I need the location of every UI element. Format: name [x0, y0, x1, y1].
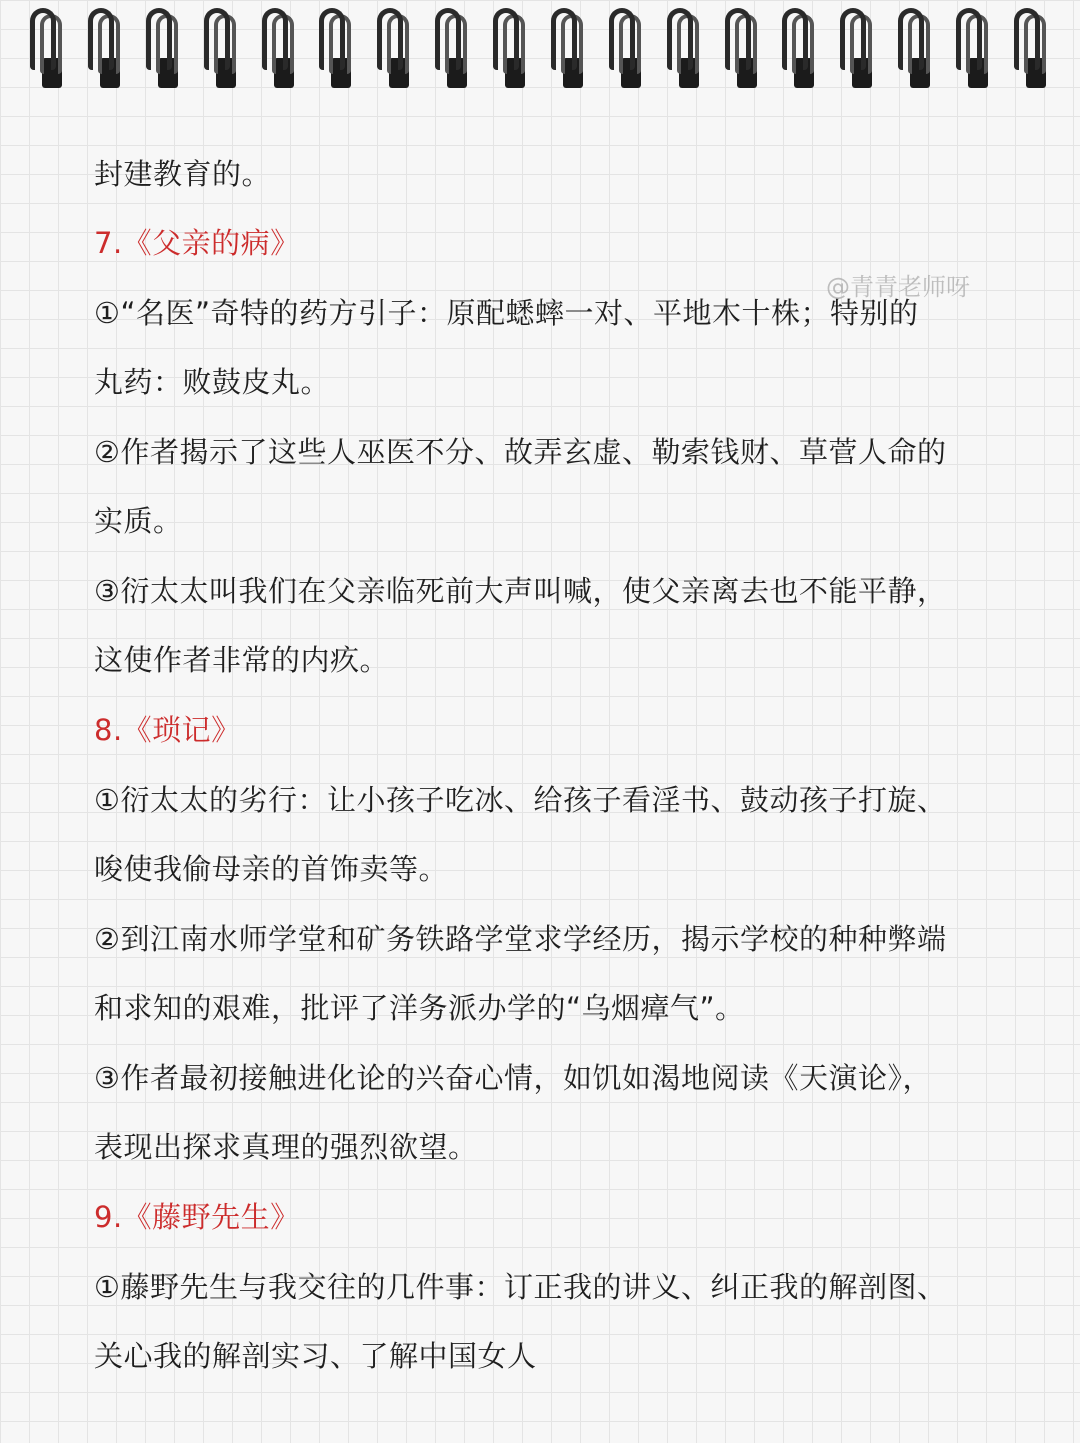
binding-ring-icon	[373, 0, 421, 100]
text-line: 这使作者非常的内疚。	[94, 643, 390, 677]
binding-ring-icon	[778, 0, 826, 100]
text-line: 实质。	[94, 504, 183, 538]
text-line: 丸药：败鼓皮丸。	[94, 365, 331, 399]
binding-ring-icon	[315, 0, 363, 100]
binding-ring-icon	[721, 0, 769, 100]
section-heading-9: 9.《藤野先生》	[94, 1200, 300, 1234]
spiral-binding	[0, 0, 1080, 100]
binding-ring-icon	[663, 0, 711, 100]
binding-ring-icon	[605, 0, 653, 100]
binding-ring-icon	[836, 0, 884, 100]
section-heading-8: 8.《琐记》	[94, 713, 241, 747]
text-line: ③衍太太叫我们在父亲临死前大声叫喊，使父亲离去也不能平静，	[94, 574, 947, 608]
binding-ring-icon	[547, 0, 595, 100]
binding-ring-icon	[894, 0, 942, 100]
text-line: 封建教育的。	[94, 157, 272, 191]
text-line: 唆使我偷母亲的首饰卖等。	[94, 852, 449, 886]
text-line: ②到江南水师学堂和矿务铁路学堂求学经历，揭示学校的种种弊端	[94, 922, 947, 956]
binding-ring-icon	[258, 0, 306, 100]
text-line: 关心我的解剖实习、了解中国女人	[94, 1339, 537, 1373]
section-heading-7: 7.《父亲的病》	[94, 226, 300, 260]
binding-ring-icon	[952, 0, 1000, 100]
text-line: 表现出探求真理的强烈欲望。	[94, 1130, 478, 1164]
text-line: ②作者揭示了这些人巫医不分、故弄玄虚、勒索钱财、草菅人命的	[94, 435, 947, 469]
text-line: ①“名医”奇特的药方引子：原配蟋蟀一对、平地木十株；特别的	[94, 296, 919, 330]
binding-ring-icon	[26, 0, 74, 100]
watermark: @青青老师呀	[826, 273, 970, 301]
binding-ring-icon	[431, 0, 479, 100]
text-line: ①衍太太的劣行：让小孩子吃冰、给孩子看淫书、鼓动孩子打旋、	[94, 783, 947, 817]
binding-ring-icon	[142, 0, 190, 100]
binding-ring-icon	[200, 0, 248, 100]
binding-ring-icon	[1010, 0, 1058, 100]
text-line: 和求知的艰难，批评了洋务派办学的“乌烟瘴气”。	[94, 991, 745, 1025]
text-line: ③作者最初接触进化论的兴奋心情，如饥如渴地阅读《天演论》，	[94, 1061, 932, 1095]
binding-ring-icon	[84, 0, 132, 100]
binding-ring-icon	[489, 0, 537, 100]
text-line: ①藤野先生与我交往的几件事：订正我的讲义、纠正我的解剖图、	[94, 1270, 947, 1304]
